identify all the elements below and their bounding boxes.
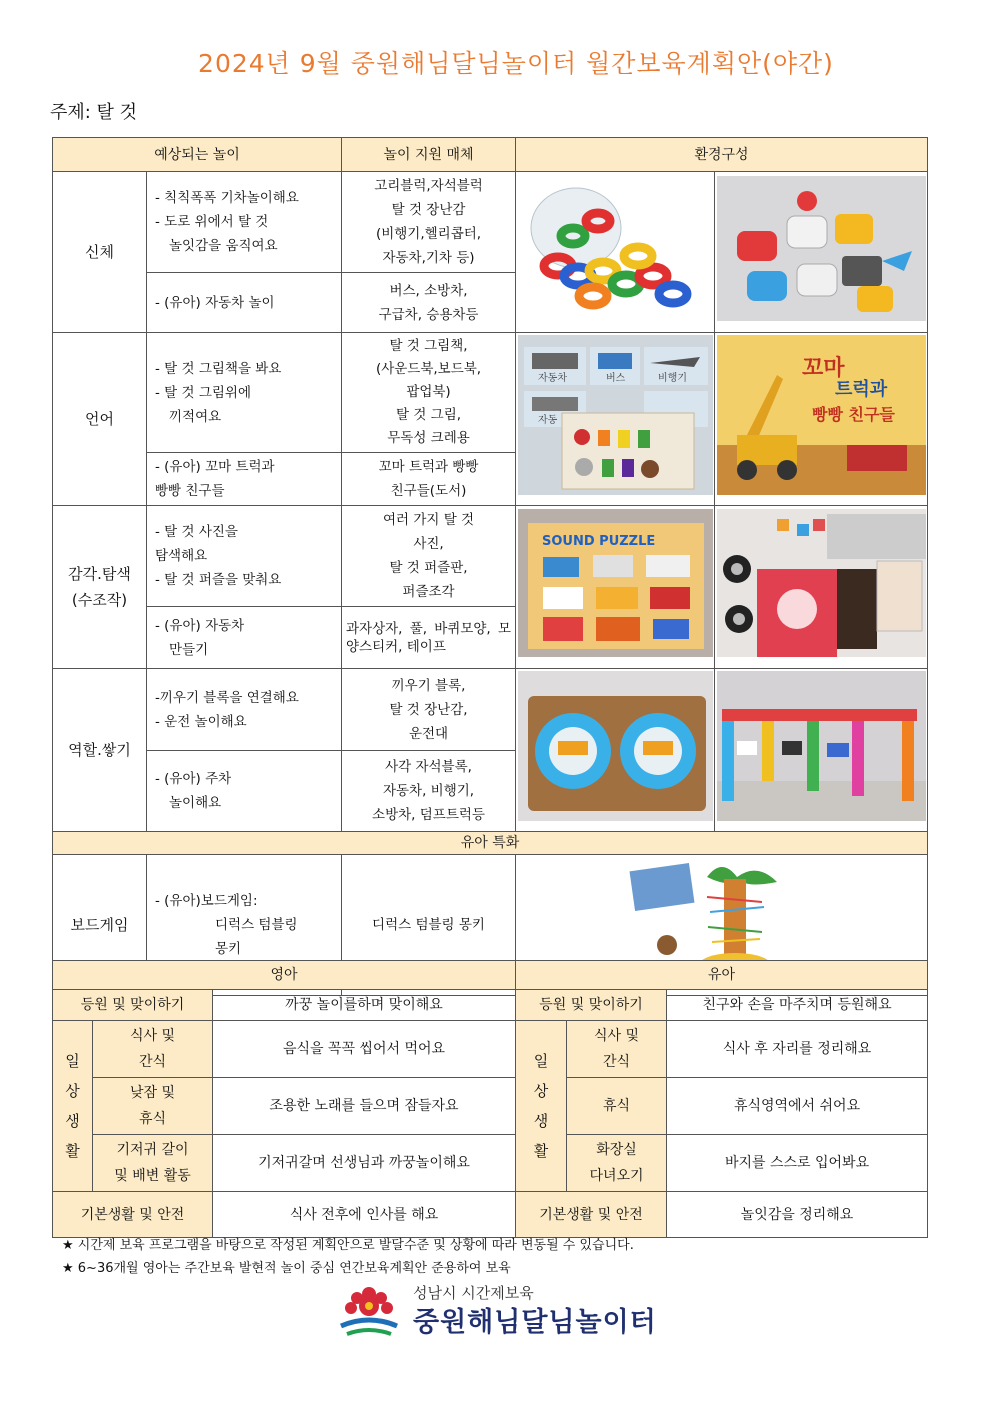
daily-life-table	[52, 960, 928, 1238]
category-physical: 신체	[53, 172, 147, 333]
toddler-header: 유아	[516, 961, 928, 990]
env-photo-steering-wheels	[516, 669, 715, 832]
book-title-line2: 트럭과	[835, 379, 888, 400]
toddler-daily-label: 일 상 생 활	[516, 1021, 567, 1192]
logo-subtitle: 성남시 시간제보육	[413, 1284, 534, 1302]
infant-safety-label: 기본생활 및 안전	[53, 1192, 213, 1238]
category-language: 언어	[53, 333, 147, 506]
env-photo-vehicle-cards	[516, 333, 715, 506]
card-label: 자동	[538, 415, 558, 426]
special-header: 유아 특화	[53, 832, 928, 855]
card-label: 비행기	[658, 373, 687, 384]
play-cell: - (유아)보드게임: 디럭스 텀블링 몽키	[147, 855, 342, 996]
infant-nap-label: 낮잠 및 휴식	[93, 1078, 213, 1135]
category-role-blocks: 역할.쌓기	[53, 669, 147, 832]
organization-logo	[333, 1282, 663, 1338]
card-label: 버스	[606, 373, 626, 384]
play-cell: - (유아) 주차 놀이해요	[147, 751, 342, 832]
play-cell: - 탈 것 사진을 탐색해요 - 탈 것 퍼즐을 맞춰요	[147, 506, 342, 607]
footnote: ★ 6~36개월 영아는 주간보육 발현적 놀이 중심 연간보육계획안 준용하여 보육	[62, 1261, 511, 1276]
toddler-toilet-label: 화장실 다녀오기	[567, 1135, 667, 1192]
play-cell: - 칙칙폭폭 기차놀이해요 - 도로 위에서 탈 것 놀잇감을 움직여요	[147, 172, 342, 273]
plan-table	[52, 137, 928, 996]
toddler-rest-label: 휴식	[567, 1078, 667, 1135]
infant-header: 영아	[53, 961, 516, 990]
toddler-rest-text: 휴식영역에서 쉬어요	[667, 1078, 928, 1135]
category-sensory	[53, 506, 147, 669]
page-title: 2024년 9월 중원해님달님놀이터 월간보육계획안(야간)	[198, 49, 834, 78]
media-cell: 꼬마 트럭과 빵빵 친구들(도서)	[342, 453, 516, 506]
book-title-line3: 빵빵 친구들	[812, 405, 895, 424]
play-cell: - (유아) 꼬마 트럭과 빵빵 친구들	[147, 453, 342, 506]
env-photo-sound-puzzle	[516, 506, 715, 669]
infant-arrival-label: 등원 및 맞이하기	[53, 990, 213, 1021]
puzzle-title: SOUND PUZZLE	[542, 534, 656, 549]
media-cell: 여러 가지 탈 것 사진, 탈 것 퍼즐판, 퍼즐조각	[342, 506, 516, 607]
toddler-safety-label: 기본생활 및 안전	[516, 1192, 667, 1238]
header-environment: 환경구성	[516, 138, 928, 172]
infant-diaper-text: 기저귀갈며 선생님과 까꿍놀이해요	[213, 1135, 516, 1192]
play-cell: - (유아) 자동차 만들기	[147, 607, 342, 669]
infant-nap-text: 조용한 노래를 들으며 잠들자요	[213, 1078, 516, 1135]
env-photo-chains	[516, 172, 715, 333]
infant-safety-text: 식사 전후에 인사를 해요	[213, 1192, 516, 1238]
infant-arrival-text: 까꿍 놀이를하며 맞이해요	[213, 990, 516, 1021]
toddler-meal-label: 식사 및 간식	[567, 1021, 667, 1078]
media-cell: 디럭스 텀블링 몽키	[342, 855, 516, 996]
play-cell: - (유아) 자동차 놀이	[147, 273, 342, 333]
header-play: 예상되는 놀이	[53, 138, 342, 172]
logo-name: 중원해님달님놀이터	[413, 1307, 657, 1338]
toddler-safety-text: 놀잇감을 정리해요	[667, 1192, 928, 1238]
media-cell: 과자상자, 풀, 바퀴모양, 모양스티커, 테이프	[342, 607, 516, 669]
infant-meal-label: 식사 및 간식	[93, 1021, 213, 1078]
seongnam-emblem-icon	[333, 1282, 405, 1338]
category-sensory-text: 감각.탐색 (수조작)	[68, 565, 131, 609]
media-cell: 끼우기 블록, 탈 것 장난감, 운전대	[342, 669, 516, 751]
media-cell: 버스, 소방차, 구급차, 승용차등	[342, 273, 516, 333]
infant-meal-text: 음식을 꼭꼭 씹어서 먹어요	[213, 1021, 516, 1078]
play-cell: -끼우기 블록을 연결해요 - 운전 놀이해요	[147, 669, 342, 751]
book-title-line1: 꼬마	[802, 356, 845, 381]
card-label: 자동차	[538, 373, 567, 384]
toddler-arrival-label: 등원 및 맞이하기	[516, 990, 667, 1021]
media-cell: 탈 것 그림책, (사운드북,보드북, 팝업북) 탈 것 그림, 무독성 크레용	[342, 333, 516, 453]
env-photo-toy-cars	[715, 172, 928, 333]
theme-label: 주제: 탈 것	[50, 102, 138, 123]
env-photo-box-car-craft	[715, 506, 928, 669]
infant-daily-label: 일 상 생 활	[53, 1021, 93, 1192]
media-cell: 고리블럭,자석블럭 탈 것 장난감 (비행기,헬리콥터, 자동차,기차 등)	[342, 172, 516, 273]
toddler-toilet-text: 바지를 스스로 입어봐요	[667, 1135, 928, 1192]
media-cell: 사각 자석블록, 자동차, 비행기, 소방차, 덤프트럭등	[342, 751, 516, 832]
env-photo-book-cover	[715, 333, 928, 506]
env-photo-block-parking	[715, 669, 928, 832]
toddler-arrival-text: 친구와 손을 마주치며 등원해요	[667, 990, 928, 1021]
header-media: 놀이 지원 매체	[342, 138, 516, 172]
toddler-meal-text: 식사 후 자리를 정리해요	[667, 1021, 928, 1078]
category-boardgame: 보드게임	[53, 855, 147, 996]
infant-diaper-label: 기저귀 갈이 및 배변 활동	[93, 1135, 213, 1192]
footnote: ★ 시간제 보육 프로그램을 바탕으로 작성된 계획안으로 발달수준 및 상황에 따라 변동될 수 있습니다.	[62, 1238, 634, 1253]
play-cell: - 탈 것 그림책을 봐요 - 탈 것 그림위에 끼적여요	[147, 333, 342, 453]
